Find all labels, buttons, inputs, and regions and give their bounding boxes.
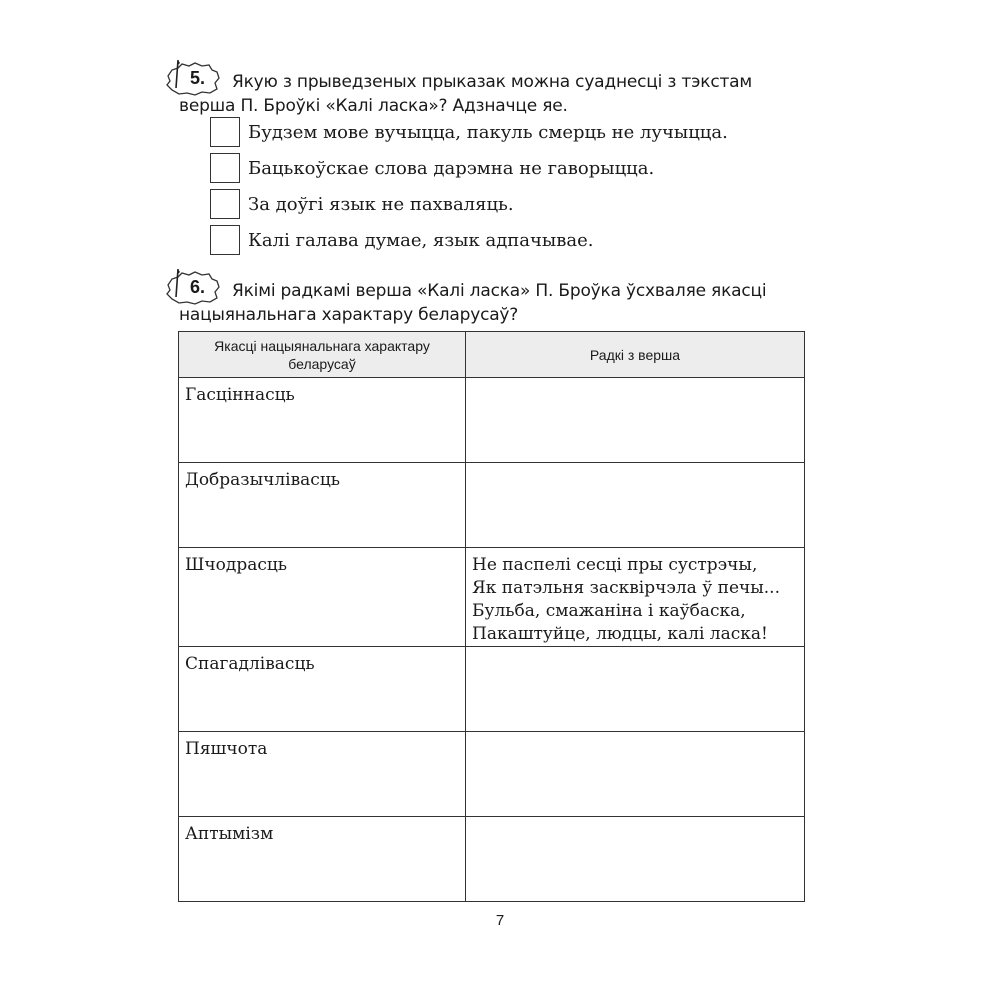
task-6-question: Якімі радкамі верша «Калі ласка» П. Броўка ўсхваляе якасці нацыянальнага характару беларусаў? <box>179 281 767 325</box>
answer-cell[interactable] <box>466 548 805 647</box>
quality-cell: Спагадлівасць <box>179 647 466 732</box>
table-header-row <box>179 332 805 378</box>
table-row <box>179 378 805 463</box>
verse-line: Пакаштуйце, людцы, калі ласка! <box>472 624 768 644</box>
option-3-label: За доўгі язык не пахваляць. <box>248 194 514 215</box>
qualities-table <box>178 331 805 902</box>
quality-cell: Пяшчота <box>179 732 466 817</box>
task-6-number: 6. <box>190 277 206 297</box>
option-2-checkbox[interactable] <box>210 153 240 183</box>
page-number: 7 <box>495 912 505 929</box>
option-1-checkbox[interactable] <box>210 117 240 147</box>
quality-cell: Гасціннасць <box>179 378 466 463</box>
table-row <box>179 732 805 817</box>
table-row <box>179 548 805 647</box>
table-row <box>179 817 805 902</box>
verse-line: Як патэльня засквірчэла ў печы... <box>472 578 780 598</box>
option-3-checkbox[interactable] <box>210 189 240 219</box>
verse-line: Бульба, смажаніна і каўбаска, <box>472 601 746 621</box>
answer-cell[interactable] <box>466 378 805 463</box>
verse-line: Не паспелі сесці пры сустрэчы, <box>472 555 758 575</box>
table-row <box>179 647 805 732</box>
header-qualities: Якасці нацыянальнага характару беларусаў <box>179 332 466 378</box>
option-4-checkbox[interactable] <box>210 225 240 255</box>
quality-cell: Шчодрасць <box>179 548 466 647</box>
task-5-question: Якую з прыведзеных прыказак можна суаднесці з тэкстам верша П. Броўкі «Калі ласка»? Адзначце яе. <box>179 72 753 116</box>
option-4-label: Калі галава думае, язык адпачывае. <box>248 230 594 251</box>
task-5-number: 5. <box>190 68 206 88</box>
answer-cell[interactable] <box>466 817 805 902</box>
option-1-label: Будзем мове вучыцца, пакуль смерць не лучыцца. <box>248 122 728 143</box>
answer-cell[interactable] <box>466 732 805 817</box>
option-2-label: Бацькоўскае слова дарэмна не гаворыцца. <box>248 158 655 179</box>
header-verse-lines: Радкі з верша <box>466 332 805 378</box>
answer-cell[interactable] <box>466 463 805 548</box>
quality-cell: Добразычлівасць <box>179 463 466 548</box>
quality-cell: Аптымізм <box>179 817 466 902</box>
answer-cell[interactable] <box>466 647 805 732</box>
table-row <box>179 463 805 548</box>
